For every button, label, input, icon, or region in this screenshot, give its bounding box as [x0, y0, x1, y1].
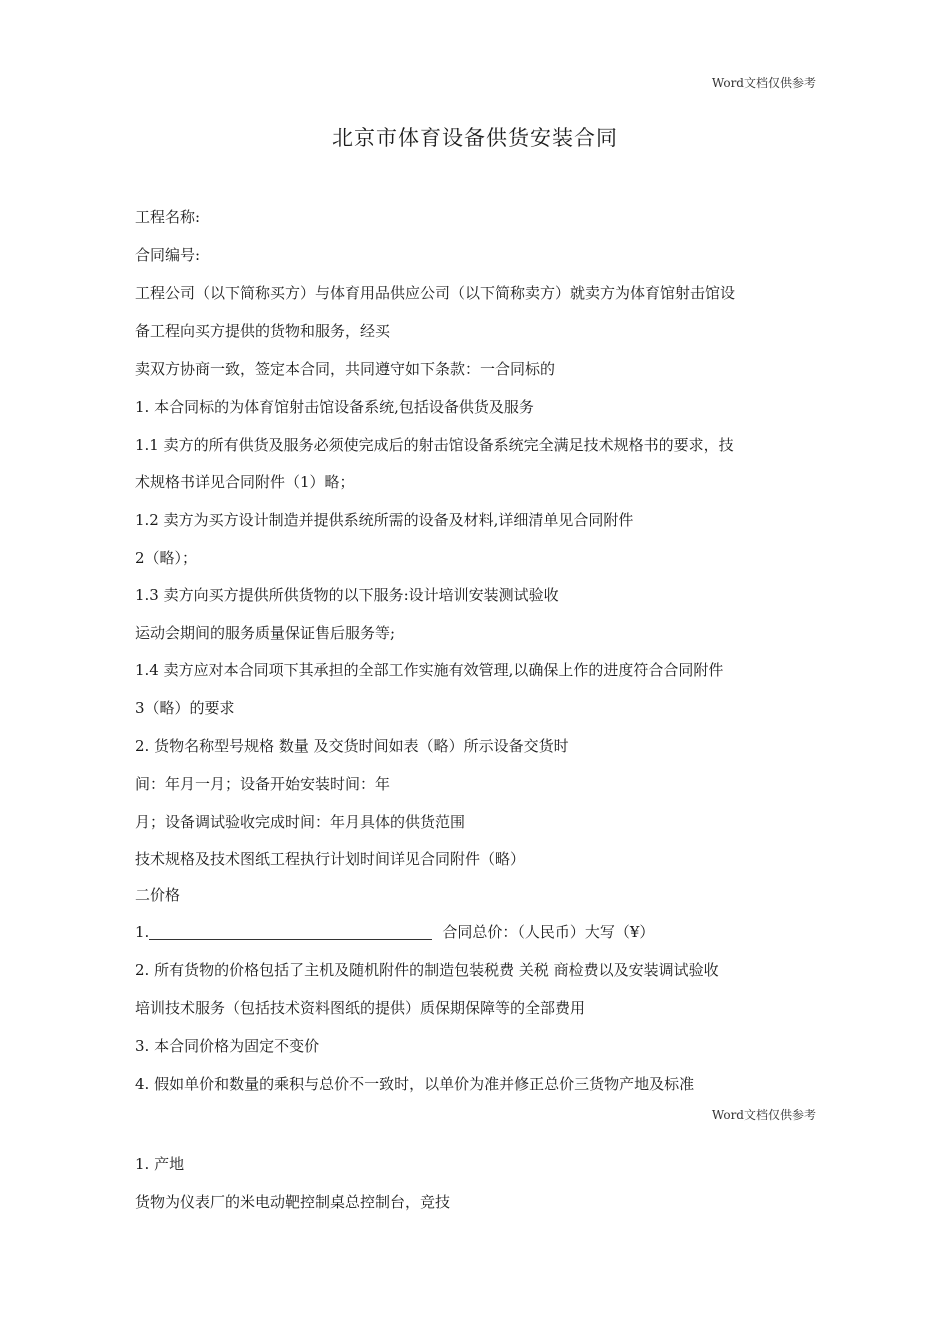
doc-line: 2（略）；: [135, 549, 198, 567]
doc-line: 1.4 卖方应对本合同项下其承担的全部工作实施有效管理,以确保上作的进度符合合同附件: [135, 661, 724, 679]
doc-line: 工程公司（以下简称买方）与体育用品供应公司（以下简称卖方）就卖方为体育馆射击馆设: [135, 284, 736, 302]
doc-line: 培训技术服务（包括技术资料图纸的提供）质保期保障等的全部费用: [135, 999, 586, 1017]
doc-line: 2. 所有货物的价格包括了主机及随机附件的制造包装税费 关税 商检费以及安装调试验收: [135, 961, 719, 979]
price-line-suffix: 合同总价：（人民币）大写（¥）: [442, 923, 655, 941]
doc-line: 运动会期间的服务质量保证售后服务等;: [135, 624, 396, 642]
doc-line: 1. 本合同标的为体育馆射击馆设备系统,包括设备供货及服务: [135, 398, 534, 416]
doc-line: 4. 假如单价和数量的乘积与总价不一致时，以单价为准并修正总价三货物产地及标准: [135, 1075, 695, 1093]
doc-line: 2. 货物名称型号规格 数量 及交货时间如表（略）所示设备交货时: [135, 737, 569, 755]
doc-line: 货物为仪表厂的米电动靶控制桌总控制台，竞技: [135, 1193, 451, 1211]
doc-line: 1. 产地: [135, 1155, 185, 1173]
doc-line: 术规格书详见合同附件（1）略；: [135, 473, 355, 491]
page-header-note: Word文档仅供参考: [711, 76, 816, 90]
doc-line: 合同编号:: [135, 246, 201, 264]
doc-line: 技术规格及技术图纸工程执行计划时间详见合同附件（略）: [135, 850, 526, 868]
document-title: 北京市体育设备供货安装合同: [332, 126, 618, 150]
page-header-note: Word文档仅供参考: [711, 1108, 816, 1122]
doc-line: 二价格: [135, 886, 181, 904]
doc-line: 1.1 卖方的所有供货及服务必须使完成后的射击馆设备系统完全满足技术规格书的要求，技: [135, 436, 734, 454]
doc-line: 间：年月一月；设备开始安装时间：年: [135, 775, 391, 793]
doc-line: 3（略）的要求: [135, 699, 235, 717]
price-line-prefix: 1.: [135, 923, 150, 941]
doc-line: 月；设备调试验收完成时间：年月具体的供货范围: [135, 813, 466, 831]
doc-line: 1.3 卖方向买方提供所供货物的以下服务:设计培训安装测试验收: [135, 586, 559, 604]
doc-line: 备工程向买方提供的货物和服务，经买: [135, 322, 391, 340]
doc-line: 工程名称:: [135, 208, 201, 226]
doc-line: 1.2 卖方为买方设计制造并提供系统所需的设备及材料,详细清单见合同附件: [135, 511, 634, 529]
price-blank-field: [149, 923, 432, 940]
price-line: [135, 922, 835, 942]
doc-line: 卖双方协商一致，签定本合同，共同遵守如下条款：一合同标的: [135, 360, 556, 378]
doc-line: 3. 本合同价格为固定不变价: [135, 1037, 320, 1055]
